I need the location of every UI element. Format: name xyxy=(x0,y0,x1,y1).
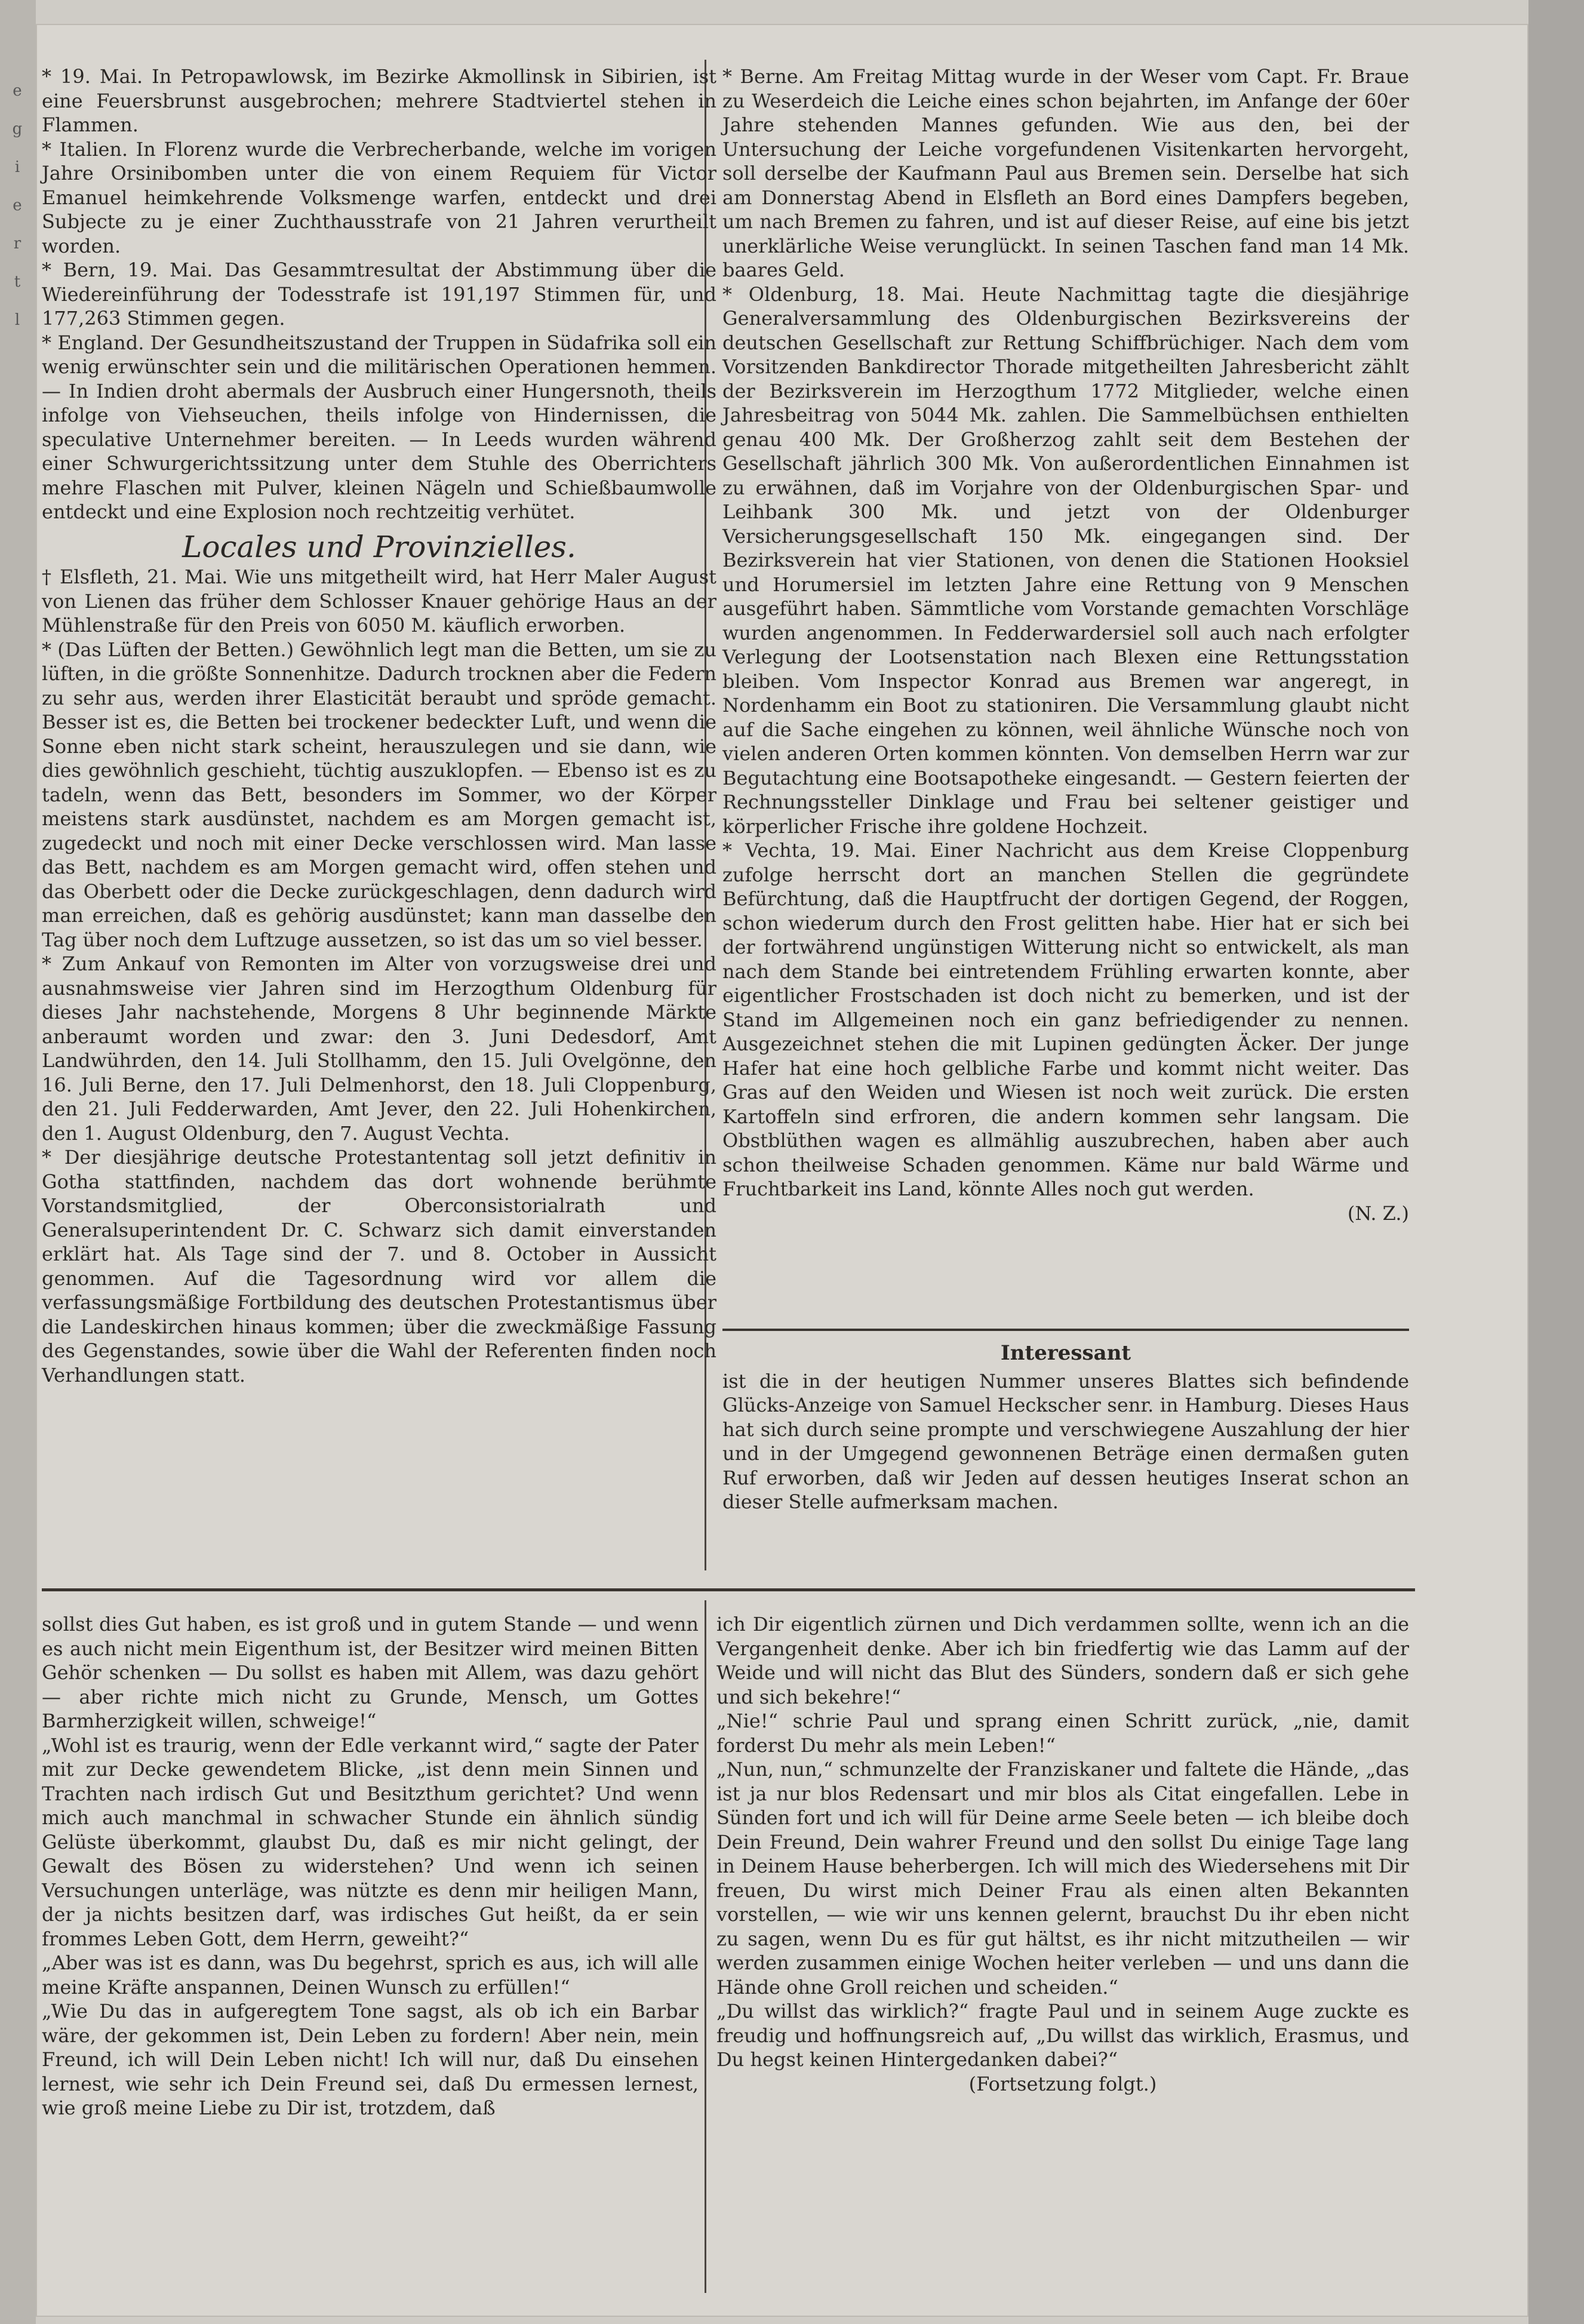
feuilleton-right-column xyxy=(716,1612,1409,2096)
news-item-oldenburg: * Oldenburg, 18. Mai. Heute Nachmittag tagte die diesjährige Generalversammlung des Oldenburgischen Bezirksvereins der deutschen Gesellschaft zur Rettung Schiffbrüchiger. Nach dem vom Vorsitzenden Bankdirector Thorade mitgetheilten Jahresbericht zählt der Bezirksverein im Herzogthum 1772 Mitglieder, welche einen Jahresbeitrag von 5044 Mk. zahlen. Die Sammelbüchsen enthielten genau 400 Mk. Der Großherzog zahlt seit dem Bestehen der Gesellschaft jährlich 300 Mk. Von außerordentlichen Einnahmen ist zu erwähnen, daß im Vorjahre von der Oldenburgischen Spar- und Leihbank 300 Mk. und jetzt von der Oldenburger Versicherungsgesellschaft 150 Mk. eingegangen sind. Der Bezirksverein hat vier Stationen, von denen die Stationen Hooksiel und Horumersiel im letzten Jahre eine Rettung von 9 Menschen ausgeführt haben. Sämmtliche vom Vorstande gemachten Vorschläge wurden angenommen. In Fedderwardersiel soll auch nach erfolgter Verlegung der Lootsenstation nach Blexen eine Rettungsstation bleiben. Vom Inspector Konrad aus Bremen war angeregt, in Nordenhamm ein Boot zu stationiren. Die Versammlung glaubt nicht auf die Sache eingehen zu können, weil ähnliche Wünsche noch von vielen anderen Orten kommen könnten. Von demselben Herrn war zur Begutachtung eine Bootsapotheke eingesandt. — Gestern feierten der Rechnungssteller Dinklage und Frau bei seltener geistiger und körperlicher Frische ihre goldene Hochzeit. xyxy=(722,282,1409,838)
feuilleton-paragraph: ich Dir eigentlich zürnen und Dich verdammen sollte, wenn ich an die Vergangenheit denke. Aber ich bin friedfertig wie das Lamm auf der Weide und will nicht das Blut des Sünders, sondern daß er sich gehe und sich bekehre!“ xyxy=(716,1613,1409,1708)
feuilleton-paragraph: „Wohl ist es traurig, wenn der Edle verkannt wird,“ sagte der Pater mit zur Decke gewendetem Blicke, „ist denn mein Sinnen und Trachten nach irdisch Gut und Besitzthum gerichtet? Und wenn mich auch manchmal in schwacher Stunde ein ähnlich sündig Gelüste überkommt, glaubst Du, daß es mir nicht gelingt, der Gewalt des Bösen zu widerstehen? Und wenn ich seinen Versuchungen unterläge, was nützte es denn mir heiligen Mann, der ja nichts besitzen darf, was irdisches Gut heißt, da er sein frommes Leben Gott, dem Herrn, geweiht?“ xyxy=(42,1733,699,1950)
news-item-petropawlowsk: * 19. Mai. In Petropawlowsk, im Bezirke Akmollinsk in Sibirien, ist eine Feuersbrunst ausgebrochen; mehrere Stadtviertel stehen in Flammen. xyxy=(42,65,716,136)
news-item-berne: * Berne. Am Freitag Mittag wurde in der Weser vom Capt. Fr. Braue zu Weserdeich die Leiche eines schon bejahrten, im Anfange der 60er Jahre stehenden Mannes gefunden. Wie aus den, bei der Untersuchung der Leiche vorgefundenen Visitenkarten hervorgeht, soll derselbe der Kaufmann Paul aus Bremen sein. Derselbe hat sich am Donnerstag Abend in Elsfleth an Bord eines Dampfers begeben, um nach Bremen zu fahren, und ist auf dieser Reise, auf eine bis jetzt unerklärliche Weise verunglückt. In seinen Taschen fand man 14 Mk. baares Geld. xyxy=(722,65,1409,281)
news-item-remonten: * Zum Ankauf von Remonten im Alter von vorzugsweise drei und ausnahmsweise vier Jahren sind im Herzogthum Oldenburg für dieses Jahr nachstehende, Morgens 8 Uhr beginnende Märkte anberaumt worden und zwar: den 3. Juni Dedesdorf, Amt Landwührden, den 14. Juli Stollhamm, den 15. Juli Ovelgönne, den 16. Juli Berne, den 17. Juli Delmenhorst, den 18. Juli Cloppenburg, den 21. Juli Fedderwarden, Amt Jever, den 22. Juli Hohenkirchen, den 1. August Oldenburg, den 7. August Vechta. xyxy=(42,952,716,1145)
interessant-separator xyxy=(722,1329,1409,1331)
right-news-column xyxy=(722,64,1409,1225)
gutter-letter: e xyxy=(13,196,22,214)
page-right-edge xyxy=(1528,0,1584,2324)
gutter-letter: l xyxy=(14,311,20,329)
continuation-note: (Fortsetzung folgt.) xyxy=(968,2072,1157,2095)
source-signature: (N. Z.) xyxy=(1347,1201,1409,1225)
section-title: Locales und Provinzielles. xyxy=(182,529,576,564)
interessant-title: Interessant xyxy=(1000,1341,1131,1365)
news-item-betten: * (Das Lüften der Betten.) Gewöhnlich legt man die Betten, um sie zu lüften, in die größte Sonnenhitze. Dadurch trocknen aber die Federn zu sehr aus, werden ihrer Elasticität beraubt und spröde gemacht. Besser ist es, die Betten bei trockener bedeckter Luft, und wenn die Sonne eben nicht stark scheint, herauszulegen und sie dann, wie dies gewöhnlich geschieht, tüchtig auszuklopfen. — Ebenso ist es zu tadeln, wenn das Bett, besonders im Sommer, wo der Körper meistens stark ausdünstet, nachdem es am Morgen gemacht ist, zugedeckt und noch mit einer Decke verschlossen wird. Man lasse das Bett, nachdem es am Morgen gemacht wird, offen stehen und das Oberbett oder die Decke zurückgeschlagen, denn dadurch wird man erreichen, daß es gehörig ausdünstet; kann man dasselbe den Tag über noch dem Luftzuge aussetzen, so ist das um so viel besser. xyxy=(42,638,716,951)
column-divider xyxy=(705,1600,706,2293)
left-news-column xyxy=(42,64,716,1387)
news-item-bern: * Bern, 19. Mai. Das Gesammtresultat der Abstimmung über die Wiedereinführung der Todesstrafe ist 191,197 Stimmen für, und 177,263 Stimmen gegen. xyxy=(42,259,716,330)
feuilleton-paragraph: „Du willst das wirklich?“ fragte Paul und in seinem Auge zuckte es freudig und hoffnungsreich auf, „Du willst das wirklich, Erasmus, und Du hegst keinen Hintergedanken dabei?“ xyxy=(716,2000,1409,2071)
feuilleton-paragraph: „Nie!“ schrie Paul und sprang einen Schritt zurück, „nie, damit forderst Du mehr als mein Leben!“ xyxy=(716,1710,1409,1757)
news-item-england: * England. Der Gesundheitszustand der Truppen in Südafrika soll ein wenig erwünschter sein und die militärischen Operationen hemmen. — In Indien droht abermals der Ausbruch einer Hungersnoth, theils infolge von Viehseuchen, theils infolge von Hindernissen, die speculative Unternehmer bereiten. — In Leeds wurden während einer Schwurgerichtssitzung unter dem Stuhle des Oberrichters mehre Flaschen mit Pulver, kleinen Nägeln und Schießbaumwolle entdeckt und eine Explosion noch rechtzeitig verhütet. xyxy=(42,331,716,523)
gutter-letters xyxy=(2,72,32,339)
gutter-letter: e xyxy=(13,82,22,100)
feuilleton-paragraph: sollst dies Gut haben, es ist groß und in gutem Stande — und wenn es auch nicht mein Eigenthum ist, der Besitzer wird meinen Bitten Gehör schenken — Du sollst es haben mit Allem, was dazu gehört — aber richte mich nicht zu Grunde, Mensch, um Gottes Barmherzigkeit willen, schweige!“ xyxy=(42,1613,699,1732)
gutter-letter: i xyxy=(14,158,20,176)
news-item-elsfleth: † Elsfleth, 21. Mai. Wie uns mitgetheilt wird, hat Herr Maler August von Lienen das früher dem Schlosser Knauer gehörige Haus an der Mühlenstraße für den Preis von 6050 M. käuflich erworben. xyxy=(42,565,716,637)
news-item-protestantentag: * Der diesjährige deutsche Protestantentag soll jetzt definitiv in Gotha stattfinden, nachdem das dort wohnende berühmte Vorstandsmitglied, der Oberconsistorialrath und Generalsuperintendent Dr. C. Schwarz sich damit einverstanden erklärt hat. Als Tage sind der 7. und 8. October in Aussicht genommen. Auf die Tagesordnung wird vor allem die verfassungsmäßige Fortbildung des deutschen Protestantismus über die Landeskirchen hinaus kommen; über die zweckmäßige Fassung des Gegenstandes, sowie über die Wahl der Referenten finden noch Verhandlungen statt. xyxy=(42,1146,716,1387)
feuilleton-paragraph: „Wie Du das in aufgeregtem Tone sagst, als ob ich ein Barbar wäre, der gekommen ist, Dein Leben zu fordern! Aber nein, mein Freund, ich will Dein Leben nicht! Ich will nur, daß Du einsehen lernest, wie sehr ich Dein Freund sei, daß Du ermessen lernest, wie groß meine Liebe zu Dir ist, trotzdem, daß xyxy=(42,2000,699,2119)
feuilleton-paragraph: „Aber was ist es dann, was Du begehrst, sprich es aus, ich will alle meine Kräfte anspannen, Deinen Wunsch zu erfüllen!“ xyxy=(42,1951,699,1999)
feuilleton-paragraph: „Nun, nun,“ schmunzelte der Franziskaner und faltete die Hände, „das ist ja nur blos Redensart und mir blos als Citat eingefallen. Lebe in Sünden fort und ich will für Deine arme Seele beten — ich bleibe doch Dein Freund, Dein wahrer Freund und den sollst Du einige Tage lang in Deinem Hause beherbergen. Ich will mich des Wiedersehens mit Dir freuen, Du wirst mich Deiner Frau als einen alten Bekannten vorstellen, — wie wir uns kennen gelernt, brauchst Du ihr eben nicht zu sagen, wenn Du es für gut hältst, es ihr nicht mitzutheilen — wir werden zusammen einige Wochen heiter verleben — und uns dann die Hände ohne Groll reichen und scheiden.“ xyxy=(716,1758,1409,1999)
interessant-text: ist die in der heutigen Nummer unseres Blattes sich befindende Glücks-Anzeige von Samuel Heckscher senr. in Hamburg. Dieses Haus hat sich durch seine prompte und verschwiegene Auszahlung der hier und in der Umgegend gewonnenen Beträge einen dermaßen guten Ruf erworben, daß wir Jeden auf dessen heutiges Inserat schon an dieser Stelle aufmerksam machen. xyxy=(722,1369,1409,1513)
feuilleton-separator xyxy=(42,1588,1415,1591)
feuilleton-left-column xyxy=(42,1612,699,2120)
page-gutter xyxy=(0,0,36,2324)
interessant-notice xyxy=(722,1338,1409,1514)
news-item-vechta: * Vechta, 19. Mai. Einer Nachricht aus dem Kreise Cloppenburg zufolge herrscht dort an manchen Stellen die gegründete Befürchtung, daß die Hauptfrucht der dortigen Gegend, der Roggen, schon wiederum durch den Frost gelitten habe. Hier hat er sich bei der fortwährend ungünstigen Witterung nicht so entwickelt, als man nach dem Stande bei eintretendem Frühling erwarten konnte, aber eigentlicher Frostschaden ist doch nicht zu bemerken, und ist der Stand im Allgemeinen noch ein ganz befriedigender zu nennen. Ausgezeichnet stehen die mit Lupinen gedüngten Äcker. Der junge Hafer hat eine hoch gelbliche Farbe und kommt nicht weiter. Das Gras auf den Weiden und Wiesen ist noch weit zurück. Die ersten Kartoffeln sind erfroren, die andern kommen sehr langsam. Die Obstblüthen wagen es allmählig auszubrechen, haben aber auch schon theilweise Schaden genommen. Käme nur bald Wärme und Fruchtbarkeit ins Land, könnte Alles noch gut werden. xyxy=(722,839,1409,1200)
news-item-italien: * Italien. In Florenz wurde die Verbrecherbande, welche im vorigen Jahre Orsinibomben unter die von einem Requiem für Victor Emanuel heimkehrende Volksmenge warfen, entdeckt und drei Subjecte zu je einer Zuchthausstrafe von 21 Jahren verurtheilt worden. xyxy=(42,137,716,257)
gutter-letter: g xyxy=(12,120,23,138)
gutter-letter: r xyxy=(13,235,21,253)
gutter-letter: t xyxy=(14,273,21,291)
